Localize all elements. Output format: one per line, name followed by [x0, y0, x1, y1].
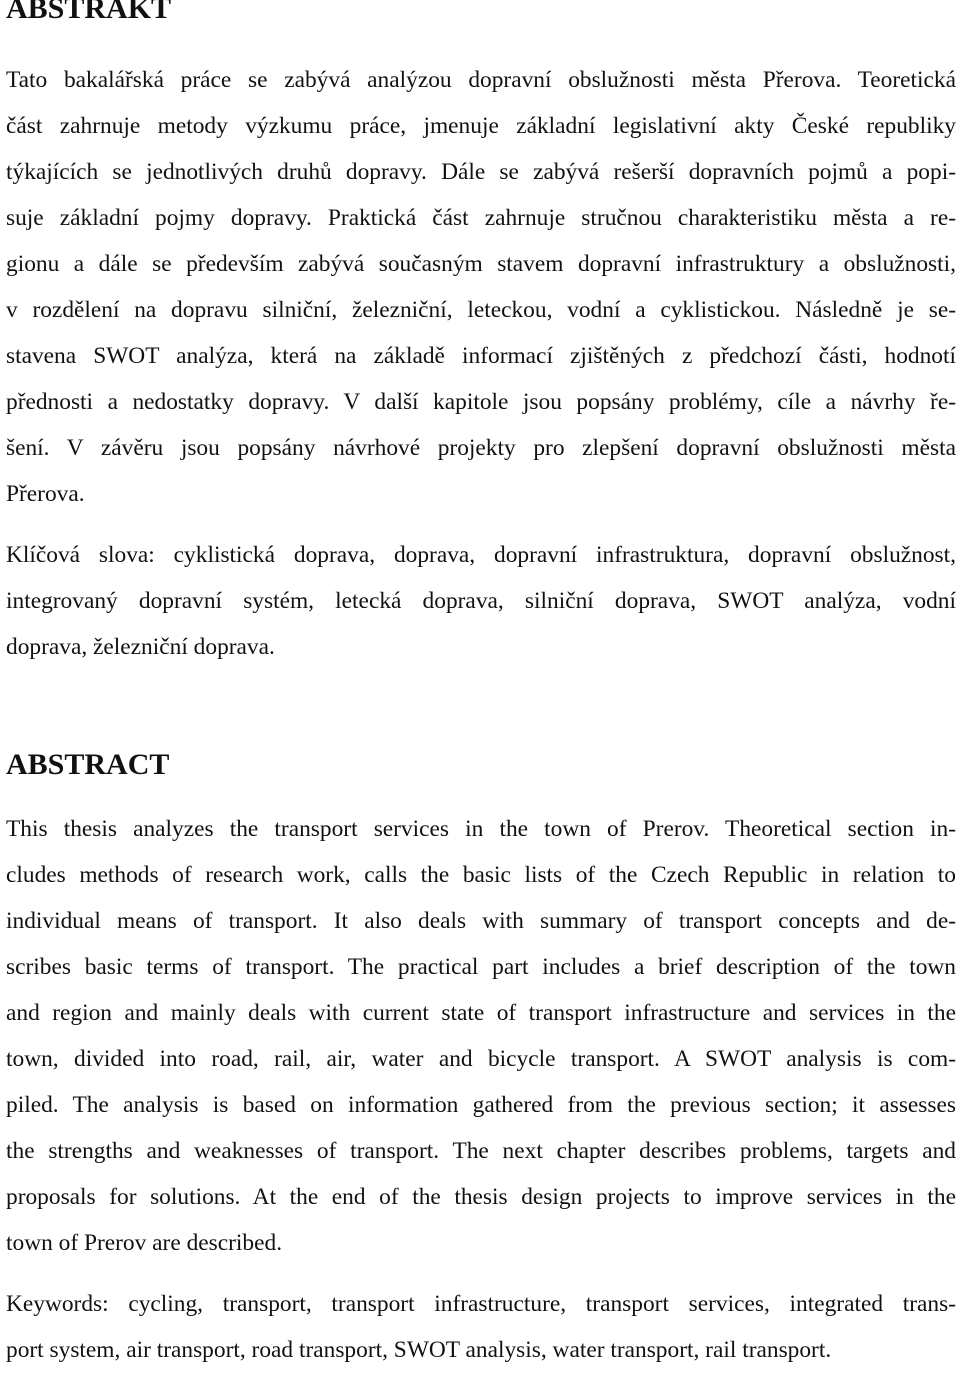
paragraph-line: týkajících se jednotlivých druhů dopravy. Dále se zabývá rešerší dopravních pojmů a popi-	[6, 159, 956, 185]
keywords-line: Klíčová slova: cyklistická doprava, doprava, dopravní infrastruktura, dopravní obslužnost,	[6, 542, 956, 568]
paragraph-line: piled. The analysis is based on information gathered from the previous section; it assesses	[6, 1092, 956, 1118]
paragraph-line: town of Prerov are described.	[6, 1230, 283, 1256]
keywords-line: doprava, železniční doprava.	[6, 634, 275, 660]
paragraph-line: scribes basic terms of transport. The practical part includes a brief description of the town	[6, 954, 956, 980]
paragraph-line: stavena SWOT analýza, která na základě informací zjištěných z předchozí části, hodnotí	[6, 343, 956, 369]
keywords-line: Keywords: cycling, transport, transport infrastructure, transport services, integrated trans-	[6, 1291, 956, 1317]
paragraph-line: suje základní pojmy dopravy. Praktická část zahrnuje stručnou charakteristiku města a re-	[6, 205, 956, 231]
paragraph-line: gionu a dále se především zabývá současným stavem dopravní infrastruktury a obslužnosti,	[6, 251, 956, 277]
paragraph-line: and region and mainly deals with current state of transport infrastructure and services in the	[6, 1000, 956, 1026]
paragraph-line: Tato bakalářská práce se zabývá analýzou dopravní obslužnosti města Přerova. Teoretická	[6, 67, 956, 93]
paragraph-line: the strengths and weaknesses of transport. The next chapter describes problems, targets and	[6, 1138, 956, 1164]
abstract-keywords	[6, 1281, 956, 1373]
keywords-line: integrovaný dopravní systém, letecká doprava, silniční doprava, SWOT analýza, vodní	[6, 588, 956, 614]
paragraph-line: cludes methods of research work, calls the basic lists of the Czech Republic in relation to	[6, 862, 956, 888]
paragraph-line: Přerova.	[6, 481, 85, 507]
paragraph-line: část zahrnuje metody výzkumu práce, jmenuje základní legislativní akty České republiky	[6, 113, 956, 139]
paragraph-line: proposals for solutions. At the end of the thesis design projects to improve services in the	[6, 1184, 956, 1210]
paragraph-line: přednosti a nedostatky dopravy. V další kapitole jsou popsány problémy, cíle a návrhy ře-	[6, 389, 956, 415]
paragraph-line: individual means of transport. It also deals with summary of transport concepts and de-	[6, 908, 956, 934]
abstrakt-keywords	[6, 532, 956, 670]
paragraph-line: This thesis analyzes the transport services in the town of Prerov. Theoretical section in-	[6, 816, 956, 842]
abstract-paragraph	[6, 806, 956, 1266]
keywords-line: port system, air transport, road transport, SWOT analysis, water transport, rail transport.	[6, 1337, 832, 1363]
paragraph-line: šení. V závěru jsou popsány návrhové projekty pro zlepšení dopravní obslužnosti města	[6, 435, 956, 461]
paragraph-line: town, divided into road, rail, air, water and bicycle transport. A SWOT analysis is com-	[6, 1046, 956, 1072]
abstract-heading: ABSTRACT	[6, 748, 170, 781]
abstrakt-heading: ABSTRAKT	[6, 0, 172, 25]
paragraph-line: v rozdělení na dopravu silniční, železniční, leteckou, vodní a cyklistickou. Následně je se-	[6, 297, 956, 323]
abstrakt-paragraph	[6, 57, 956, 517]
